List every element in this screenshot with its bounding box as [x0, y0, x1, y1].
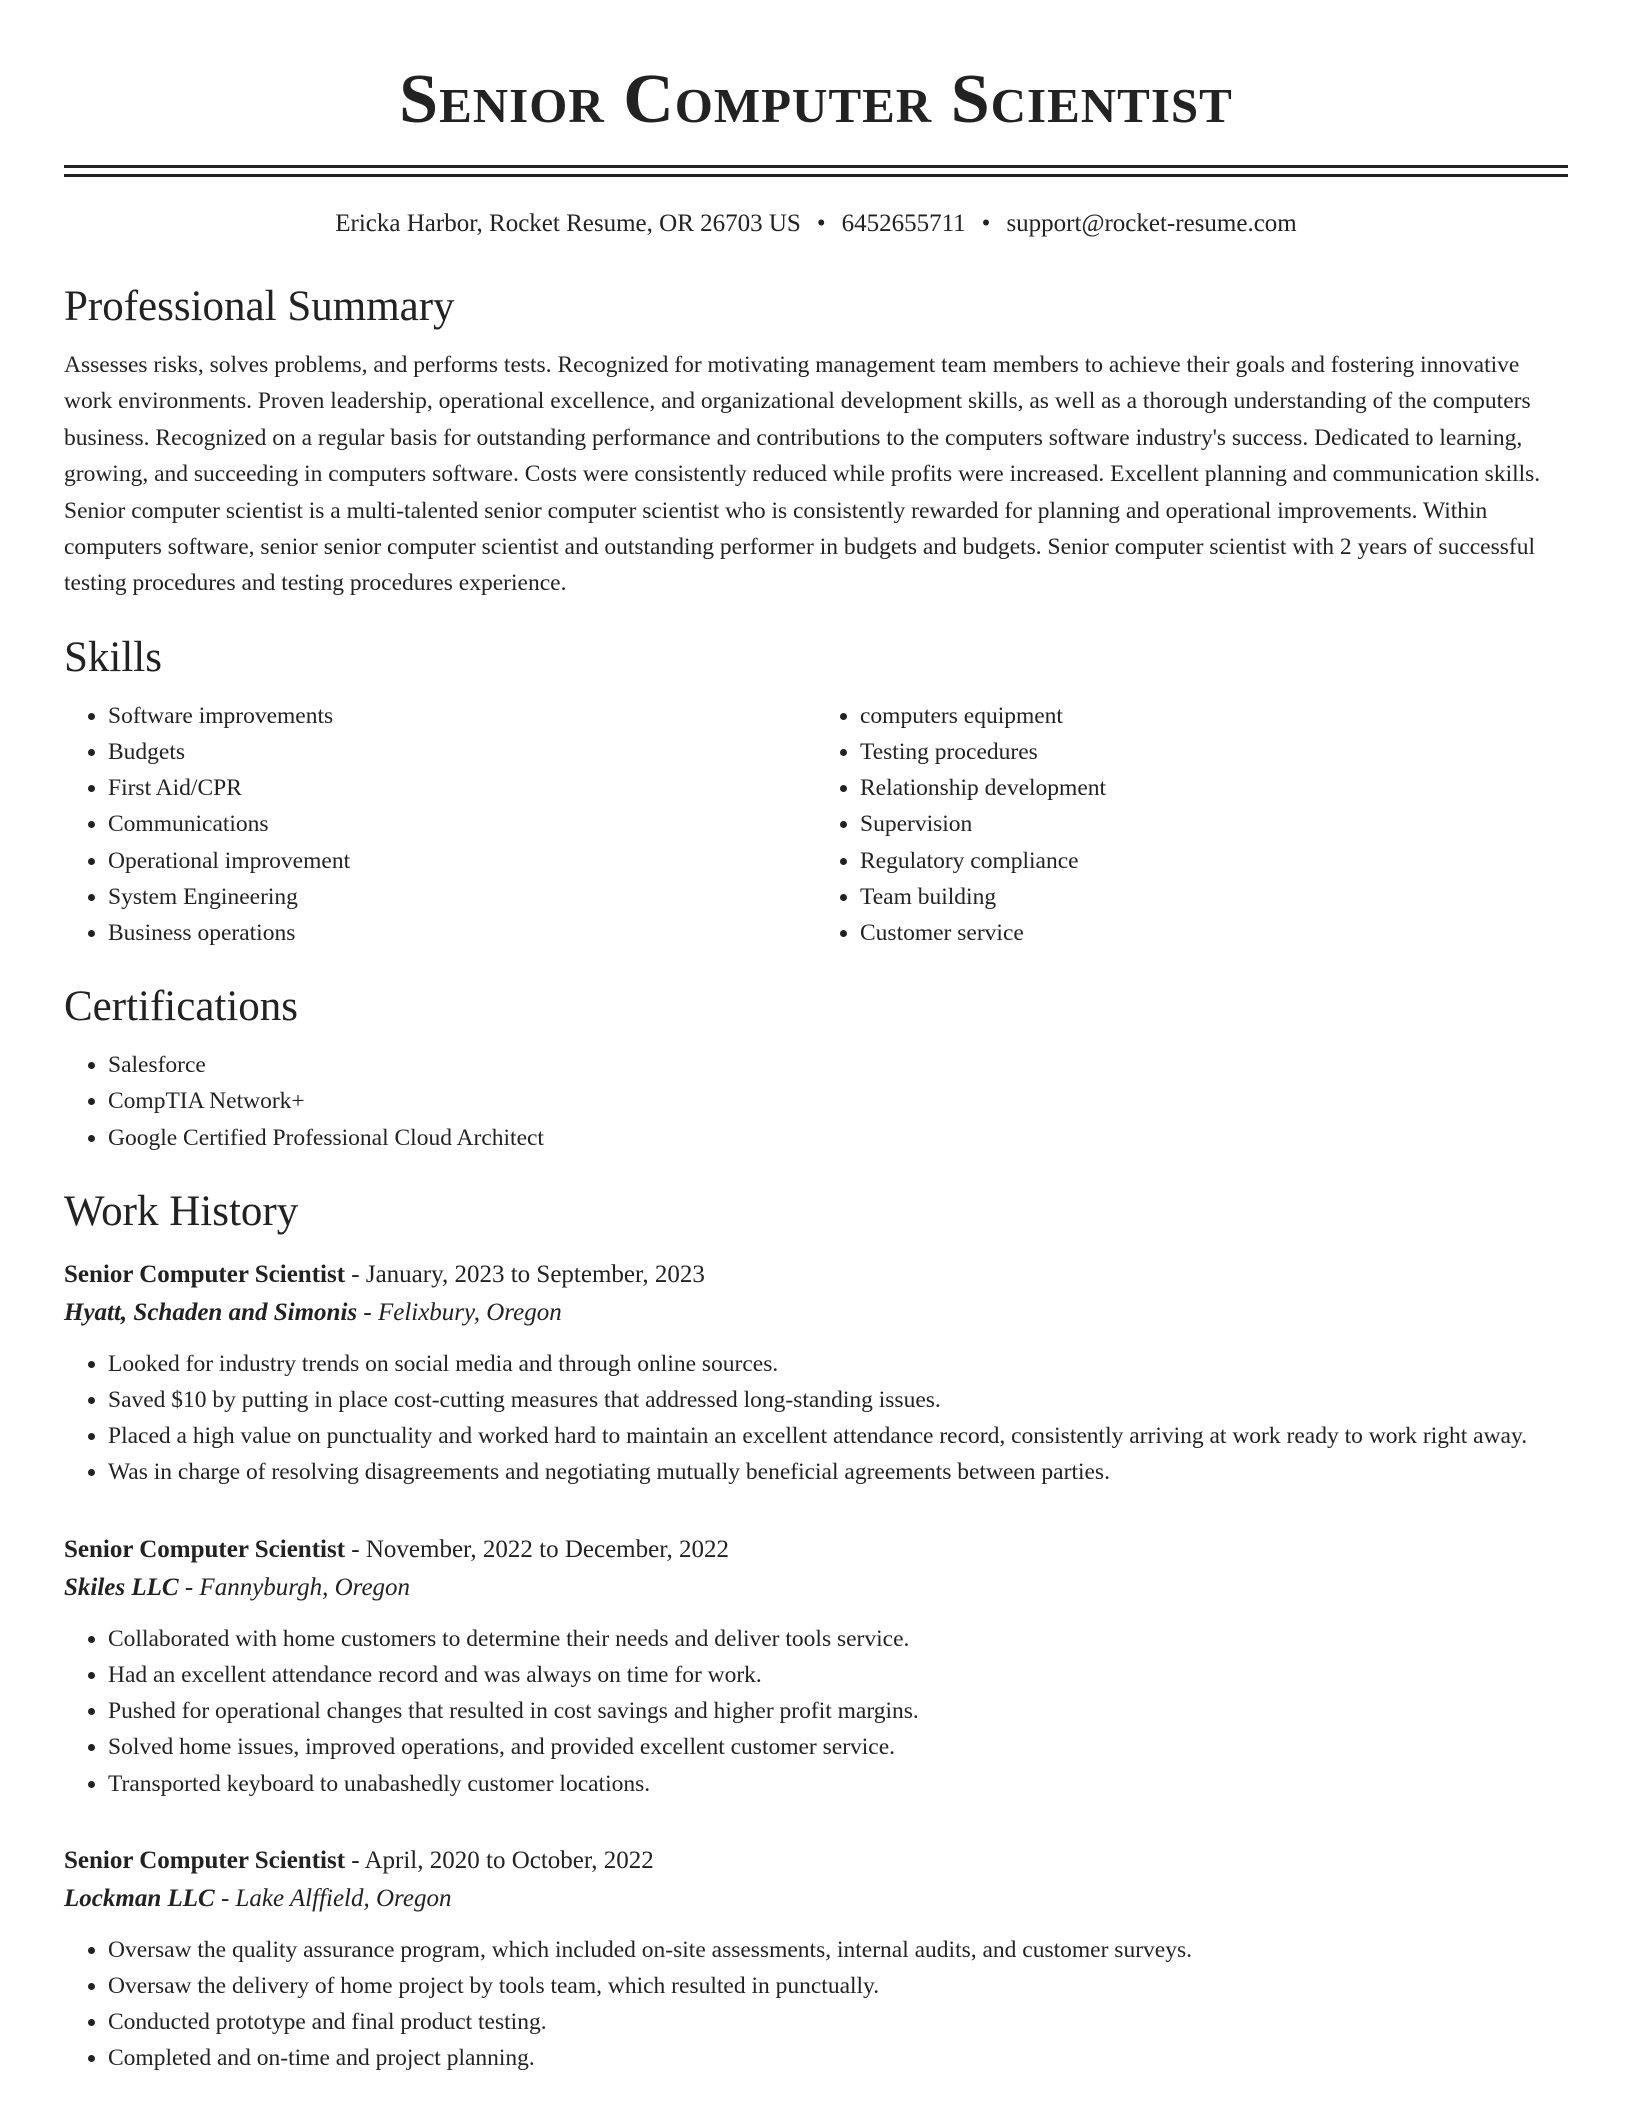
- job-bullet: • Oversaw the delivery of home project by tools team, which resulted in punctually.: [108, 1968, 1568, 2004]
- employer-line: [64, 1294, 1568, 1332]
- employer-name: Skiles LLC: [64, 1573, 179, 1601]
- certification-item: • Salesforce: [108, 1047, 1568, 1083]
- job-bullet: • Saved $10 by putting in place cost-cutting measures that addressed long-standing issues.: [108, 1382, 1568, 1418]
- contact-separator: •: [816, 210, 826, 237]
- skill-item: • Team building: [860, 879, 1568, 915]
- skill-item: • Software improvements: [108, 698, 816, 734]
- contact-email: support@rocket-resume.com: [1006, 210, 1297, 237]
- skill-item: • Supervision: [860, 806, 1568, 842]
- job-title: Senior Computer Scientist: [64, 1260, 346, 1288]
- job-bullets: [64, 1621, 1568, 1802]
- skills-list-left: [64, 698, 816, 951]
- employer-location: - Fannyburgh, Oregon: [178, 1573, 411, 1601]
- job-bullets: [64, 1346, 1568, 1491]
- contact-separator: •: [981, 210, 991, 237]
- job-bullets: [64, 1932, 1568, 2077]
- skills-list-right: [816, 698, 1568, 951]
- job-entry: [64, 1842, 1568, 2077]
- job-title: Senior Computer Scientist: [64, 1846, 346, 1874]
- skill-item: • Customer service: [860, 915, 1568, 951]
- job-dates: - November, 2022 to December, 2022: [345, 1535, 730, 1563]
- employer-name: Lockman LLC: [64, 1884, 215, 1912]
- job-title-line: [64, 1531, 1568, 1569]
- job-bullet: • Pushed for operational changes that resulted in cost savings and higher profit margins.: [108, 1693, 1568, 1729]
- job-dates: - January, 2023 to September, 2023: [345, 1260, 705, 1288]
- job-bullet: • Placed a high value on punctuality and worked hard to maintain an excellent attendance record, consistently arriving at work ready to work right away.: [108, 1418, 1568, 1454]
- certifications-heading: Certifications: [64, 983, 299, 1031]
- skill-item: • Testing procedures: [860, 734, 1568, 770]
- skill-item: • System Engineering: [108, 879, 816, 915]
- job-dates: - April, 2020 to October, 2022: [345, 1846, 654, 1874]
- job-title-line: [64, 1256, 1568, 1294]
- skill-item: • Regulatory compliance: [860, 843, 1568, 879]
- job-bullet: • Looked for industry trends on social media and through online sources.: [108, 1346, 1568, 1382]
- skills-heading: Skills: [64, 633, 162, 681]
- page-title: Senior Computer Scientist: [399, 61, 1233, 138]
- skill-item: • Relationship development: [860, 770, 1568, 806]
- job-bullet: • Transported keyboard to unabashedly customer locations.: [108, 1766, 1568, 1802]
- skill-item: • Budgets: [108, 734, 816, 770]
- skill-item: • First Aid/CPR: [108, 770, 816, 806]
- job-bullet: • Conducted prototype and final product testing.: [108, 2004, 1568, 2040]
- skill-item: • Business operations: [108, 915, 816, 951]
- employer-name: Hyatt, Schaden and Simonis: [64, 1298, 358, 1326]
- summary-text: Assesses risks, solves problems, and performs tests. Recognized for motivating management team members to achieve their goals and fostering innovative work environments. Proven leadership, operational excellence, and organizational development skills, as well as a thorough understanding of the computers business. Recognized on a regular basis for outstanding performance and contributions to the computers software industry's success. Dedicated to learning, growing, and succeeding in computers software. Costs were consistently reduced while profits were increased. Excellent planning and communication skills. Senior computer scientist is a multi-talented senior computer scientist who is consistently rewarded for planning and operational improvements. Within computers software, senior senior computer scientist and outstanding performer in budgets and budgets. Senior computer scientist with 2 years of successful testing procedures and testing procedures experience.: [64, 352, 1541, 597]
- summary-heading: Professional Summary: [64, 283, 455, 330]
- job-entry: [64, 1531, 1568, 1802]
- contact-line: [64, 207, 1568, 241]
- contact-phone: 6452655711: [841, 210, 966, 237]
- job-title-line: [64, 1842, 1568, 1880]
- work-history-heading: Work History: [64, 1187, 299, 1235]
- job-bullet: • Had an excellent attendance record and was always on time for work.: [108, 1657, 1568, 1693]
- job-title: Senior Computer Scientist: [64, 1535, 346, 1563]
- certifications-list: [64, 1047, 1568, 1156]
- title-rule-bottom: [64, 174, 1568, 177]
- job-bullet: • Completed and on-time and project planning.: [108, 2040, 1568, 2076]
- employer-line: [64, 1569, 1568, 1607]
- employer-line: [64, 1880, 1568, 1918]
- job-entry: [64, 1256, 1568, 1491]
- skill-item: • Operational improvement: [108, 843, 816, 879]
- job-bullet: • Oversaw the quality assurance program, which included on-site assessments, internal audits, and customer surveys.: [108, 1932, 1568, 1968]
- skill-item: • Communications: [108, 806, 816, 842]
- title-rule-top: [64, 165, 1568, 168]
- job-bullet: • Collaborated with home customers to determine their needs and deliver tools service.: [108, 1621, 1568, 1657]
- job-bullet: • Was in charge of resolving disagreements and negotiating mutually beneficial agreements between parties.: [108, 1454, 1568, 1490]
- skill-item: • computers equipment: [860, 698, 1568, 734]
- certification-item: • CompTIA Network+: [108, 1083, 1568, 1119]
- skills-columns: [64, 698, 1568, 951]
- job-bullet: • Solved home issues, improved operations, and provided excellent customer service.: [108, 1729, 1568, 1765]
- employer-location: - Felixbury, Oregon: [357, 1298, 562, 1326]
- employer-location: - Lake Alffield, Oregon: [214, 1884, 452, 1912]
- certification-item: • Google Certified Professional Cloud Architect: [108, 1120, 1568, 1156]
- contact-address: Ericka Harbor, Rocket Resume, OR 26703 US: [335, 210, 801, 237]
